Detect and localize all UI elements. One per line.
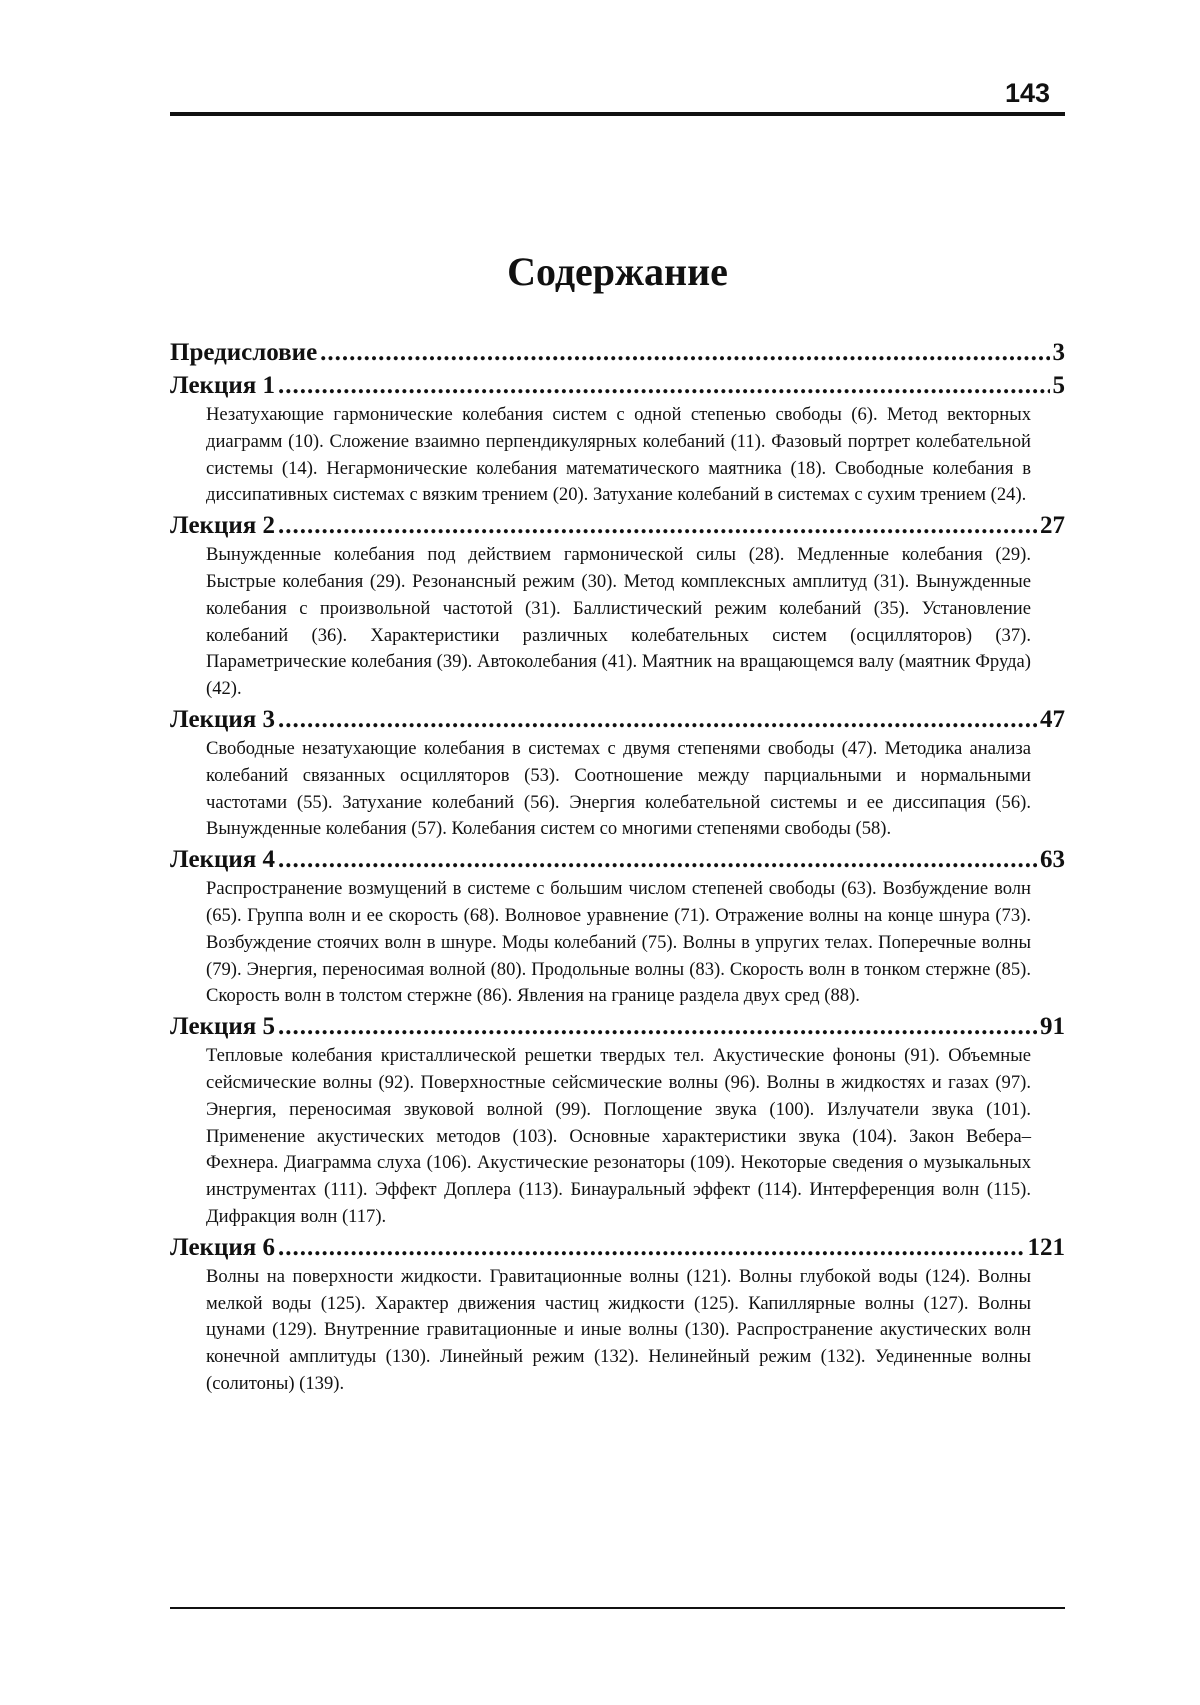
table-of-contents xyxy=(170,336,1065,1398)
header-rule xyxy=(170,112,1065,116)
toc-entry-lecture-5[interactable] xyxy=(170,1010,1065,1043)
toc-entry-lecture-4[interactable] xyxy=(170,843,1065,876)
toc-leader-dots xyxy=(320,336,1049,369)
toc-entry-label: Предисловие xyxy=(170,339,318,366)
toc-entry-description: Вынужденные колебания под действием гармонической силы (28). Медленные колебания (29). Быстрые колебания (29). Резонансный режим (30). Метод комплексных амплитуд (31). Вынужденные колебания с произвольной частотой (31). Баллистический режим колебаний (35). Установление колебаний (36). Характеристики различных колебательных систем (осцилляторов) (37). Параметрические колебания (39). Автоколебания (41). Маятник на вращающемся валу (маятник Фруда) (42). xyxy=(206,544,1031,700)
toc-leader-dots xyxy=(278,703,1037,736)
toc-entry-label: Лекция 3 xyxy=(170,705,276,733)
toc-entry-page: 47 xyxy=(1040,705,1065,733)
toc-entry-page: 27 xyxy=(1040,512,1065,540)
toc-entry-label: Лекция 4 xyxy=(170,846,276,874)
toc-entry-page: 63 xyxy=(1040,846,1065,874)
toc-entry-page: 121 xyxy=(1027,1233,1065,1261)
toc-leader-dots xyxy=(278,1010,1037,1043)
page-title: Содержание xyxy=(507,249,728,294)
toc-entry-page: 5 xyxy=(1052,372,1065,399)
toc-entry-description: Свободные незатухающие колебания в системах с двумя степенями свободы (47). Методика анализа колебаний связанных осцилляторов (53). Соотношение между парциальными и нормальными частотами (55). Затухание колебаний (56). Энергия колебательной системы и ее диссипация (56). Вынужденные колебания (57). Колебания систем со многими степенями свободы (58). xyxy=(206,737,1031,840)
toc-entry-page: 91 xyxy=(1040,1013,1065,1041)
toc-entry-page: 3 xyxy=(1052,339,1065,366)
toc-entry-label: Лекция 1 xyxy=(170,372,276,399)
toc-entry-lecture-3[interactable] xyxy=(170,703,1065,736)
toc-entry-lecture-1[interactable] xyxy=(170,369,1065,402)
page-number: 143 xyxy=(1004,78,1050,108)
toc-leader-dots xyxy=(278,843,1037,876)
toc-entry-description: Тепловые колебания кристаллической решетки твердых тел. Акустические фононы (91). Объемные сейсмические волны (92). Поверхностные сейсмические волны (96). Волны в жидкостях и газах (97). Энергия, переносимая звуковой волной (99). Поглощение звука (100). Излучатели звука (101). Применение акустических методов (103). Основные характеристики звука (104). Закон Вебера–Фехнера. Диаграмма слуха (106). Акустические резонаторы (109). Некоторые сведения о музыкальных инструментах (111). Эффект Доплера (113). Бинауральный эффект (114). Интерференция волн (115). Дифракция волн (117). xyxy=(206,1045,1031,1227)
toc-entry-description: Распространение возмущений в системе с большим числом степеней свободы (63). Возбуждение волн (65). Группа волн и ее скорость (68). Волновое уравнение (71). Отражение волны на конце шнура (73). Возбуждение стоячих волн в шнуре. Моды колебаний (75). Волны в упругих телах. Поперечные волны (79). Энергия, переносимая волной (80). Продольные волны (83). Скорость волн в тонком стержне (85). Скорость волн в толстом стержне (86). Явления на границе раздела двух сред (88). xyxy=(206,878,1031,1007)
toc-entry-preface[interactable] xyxy=(170,336,1065,369)
toc-entry-description: Незатухающие гармонические колебания систем с одной степенью свободы (6). Метод векторных диаграмм (10). Сложение взаимно перпендикулярных колебаний (11). Фазовый портрет колебательной системы (14). Негармонические колебания математического маятника (18). Свободные колебания в диссипативных системах с вязким трением (20). Затухание колебаний в системах с сухим трением (24). xyxy=(206,404,1031,506)
toc-entry-description: Волны на поверхности жидкости. Гравитационные волны (121). Волны глубокой воды (124). Волны мелкой воды (125). Характер движения частиц жидкости (125). Капиллярные волны (127). Волны цунами (129). Внутренние гравитационные и иные волны (130). Распространение акустических волн конечной амплитуды (130). Линейный режим (132). Нелинейный режим (132). Уединенные волны (солитоны) (139). xyxy=(206,1265,1031,1394)
toc-leader-dots xyxy=(278,1231,1024,1264)
toc-leader-dots xyxy=(278,509,1037,542)
toc-entry-lecture-6[interactable] xyxy=(170,1231,1065,1264)
toc-entry-lecture-2[interactable] xyxy=(170,509,1065,542)
toc-entry-label: Лекция 5 xyxy=(170,1013,276,1041)
toc-leader-dots xyxy=(278,369,1049,402)
toc-entry-label: Лекция 6 xyxy=(170,1233,276,1261)
footer-rule xyxy=(170,1607,1065,1609)
toc-entry-label: Лекция 2 xyxy=(170,512,276,540)
